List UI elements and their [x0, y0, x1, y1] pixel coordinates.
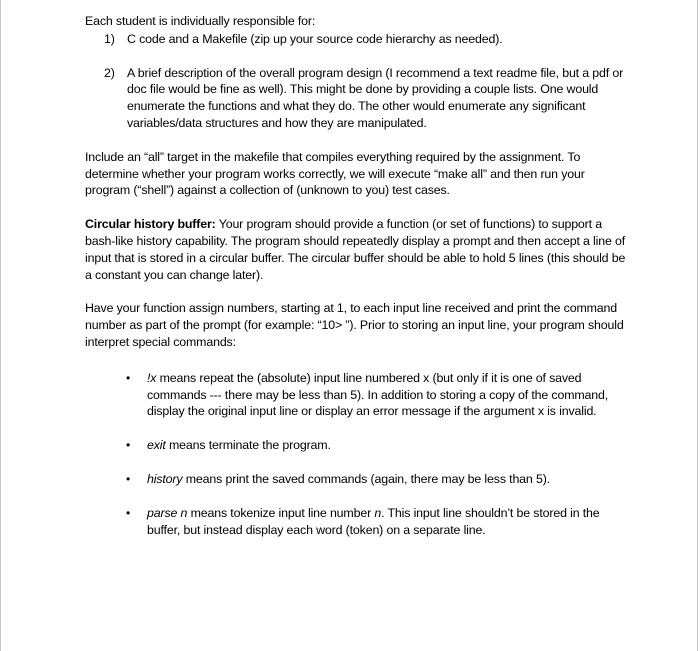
bullet-icon: • — [126, 505, 131, 520]
numbering-paragraph: Have your function assign numbers, starting at 1, to each input line received and print the command number as part of the prompt (for example: “10> ”). Prior to storing an input line, your program should interpret special commands: — [85, 301, 624, 349]
command-name: parse n — [147, 505, 188, 520]
document-body — [85, 13, 633, 555]
command-item-history — [85, 471, 633, 488]
intro-line: Each student is individually responsible for: — [85, 14, 316, 28]
makefile-paragraph: Include an “all” target in the makefile that compiles everything required by the assignment. To determine whether your program works correctly, we will execute “make all” and then run your program (“shell”) against a collection of (unknown to you) test cases. — [85, 149, 585, 198]
deliverable-text: C code and a Makefile (zip up your source code hierarchy as needed). — [127, 31, 503, 46]
bullet-icon: • — [126, 471, 131, 486]
bullet-icon: • — [126, 438, 131, 453]
command-description: means print the saved commands (again, there may be less than 5). — [182, 471, 550, 486]
history-buffer-paragraph — [85, 216, 633, 283]
command-item-parse — [85, 505, 633, 539]
command-description: means tokenize input line number — [187, 505, 375, 520]
deliverable-item-2 — [85, 65, 633, 132]
command-name: history — [147, 471, 183, 486]
deliverable-number: 1) — [104, 31, 115, 46]
command-description-continued: . This input line shouldn’t be stored in the buffer, but instead display each word (token) on a separate line. — [147, 505, 600, 537]
command-argument: n — [374, 505, 382, 520]
command-name: !x — [147, 370, 157, 385]
bullet-icon: • — [126, 370, 131, 385]
command-description: means repeat the (absolute) input line numbered x (but only if it is one of saved commands --- there may be less than 5). In addition to storing a copy of the command, display the original input line or display an error message if the argument x is invalid. — [147, 370, 609, 419]
command-item-exit — [85, 437, 633, 454]
command-item-repeat — [85, 370, 633, 420]
command-name: exit — [147, 438, 166, 453]
deliverables-list — [85, 31, 633, 132]
history-buffer-text: Your program should provide a function (or set of functions) to support a bash-like history capability. The program should repeatedly display a prompt and then accept a line of input that is stored in a circular buffer. The circular buffer should be able to hold 5 lines (this should be a constant you can change later). — [85, 217, 626, 282]
deliverable-text: A brief description of the overall program design (I recommend a text readme file, but a pdf or doc file would be fine as well). This might be done by providing a couple lists. One would enumerate the functions and what they do. The other would enumerate any significant variables/data structures and how they are manipulated. — [127, 65, 624, 130]
history-buffer-heading: Circular history buffer: — [85, 217, 216, 232]
special-commands-list — [85, 370, 633, 539]
deliverable-number: 2) — [104, 65, 115, 80]
deliverable-item-1 — [85, 31, 633, 48]
command-description: means terminate the program. — [165, 438, 331, 453]
